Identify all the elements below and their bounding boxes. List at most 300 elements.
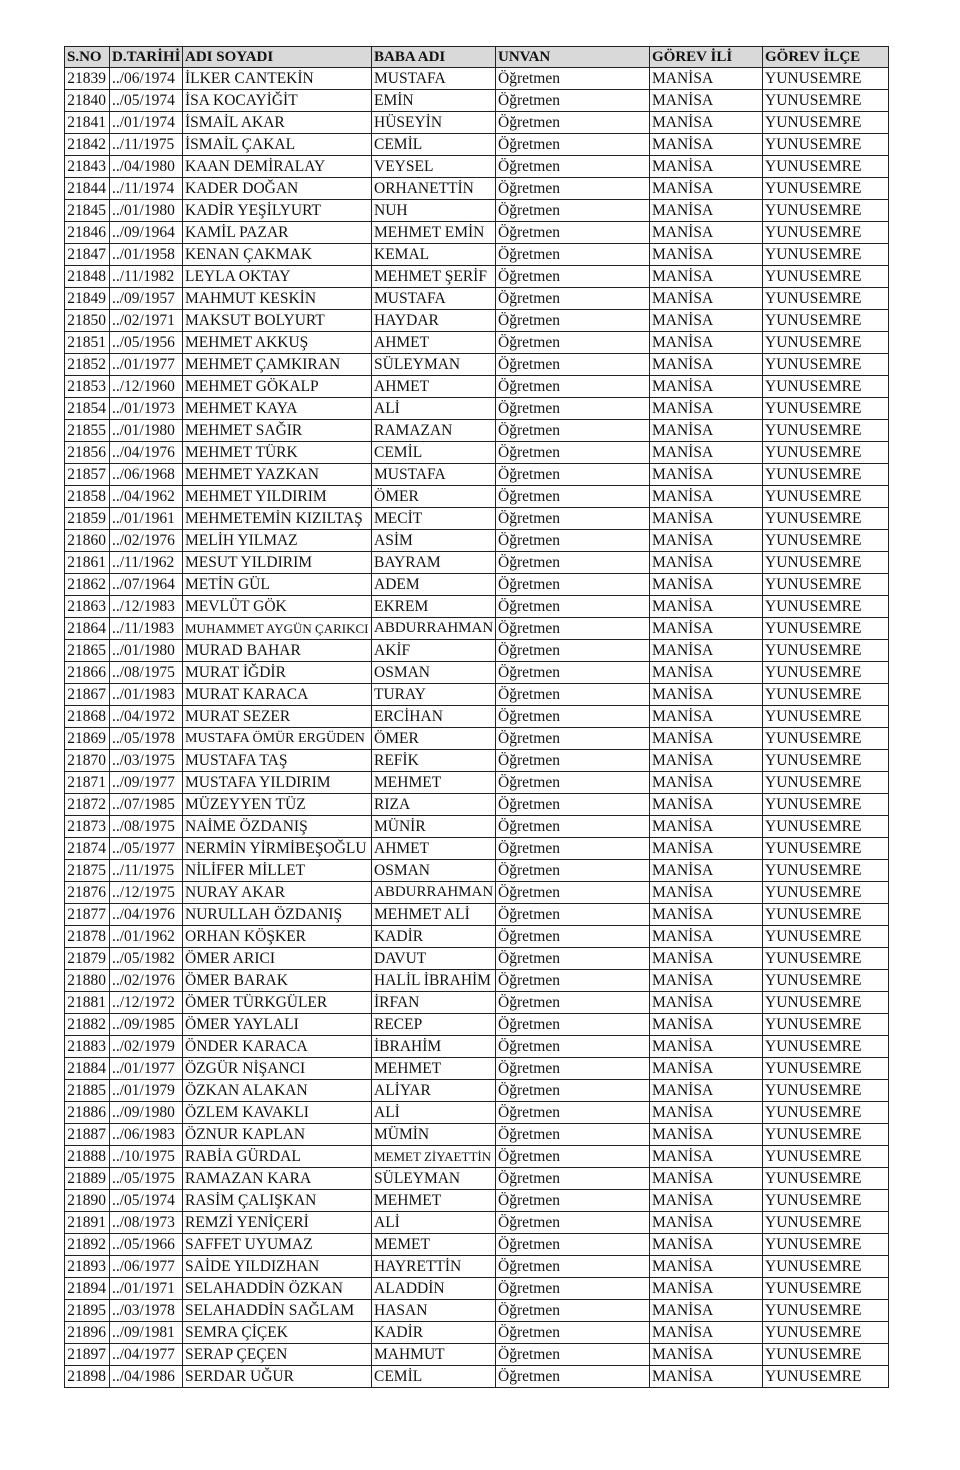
cell-father-name: ORHANETTİN	[372, 178, 496, 200]
cell-full-name: MUSTAFA ÖMÜR ERGÜDEN	[183, 728, 372, 750]
cell-father-name: ADEM	[372, 574, 496, 596]
cell-full-name: MEHMET SAĞIR	[183, 420, 372, 442]
cell-birth-date: ../01/1973	[110, 398, 183, 420]
cell-district: YUNUSEMRE	[763, 596, 889, 618]
cell-province: MANİSA	[650, 948, 763, 970]
cell-title: Öğretmen	[496, 1146, 650, 1168]
cell-title: Öğretmen	[496, 134, 650, 156]
table-row	[65, 706, 889, 728]
cell-district: YUNUSEMRE	[763, 1014, 889, 1036]
cell-province: MANİSA	[650, 684, 763, 706]
cell-father-name: HAYRETTİN	[372, 1256, 496, 1278]
table-row	[65, 200, 889, 222]
cell-birth-date: ../04/1962	[110, 486, 183, 508]
cell-father-name: MEHMET EMİN	[372, 222, 496, 244]
cell-province: MANİSA	[650, 992, 763, 1014]
cell-province: MANİSA	[650, 662, 763, 684]
cell-sno: 21841	[65, 112, 110, 134]
cell-title: Öğretmen	[496, 1278, 650, 1300]
cell-district: YUNUSEMRE	[763, 1168, 889, 1190]
cell-district: YUNUSEMRE	[763, 1190, 889, 1212]
cell-full-name: SAFFET UYUMAZ	[183, 1234, 372, 1256]
cell-birth-date: ../05/1974	[110, 1190, 183, 1212]
cell-father-name: ÖMER	[372, 486, 496, 508]
cell-title: Öğretmen	[496, 1234, 650, 1256]
cell-district: YUNUSEMRE	[763, 244, 889, 266]
cell-district: YUNUSEMRE	[763, 530, 889, 552]
cell-full-name: NURULLAH ÖZDANIŞ	[183, 904, 372, 926]
cell-province: MANİSA	[650, 486, 763, 508]
cell-title: Öğretmen	[496, 926, 650, 948]
cell-district: YUNUSEMRE	[763, 838, 889, 860]
cell-district: YUNUSEMRE	[763, 1278, 889, 1300]
cell-father-name: KADİR	[372, 926, 496, 948]
cell-title: Öğretmen	[496, 178, 650, 200]
cell-father-name: EKREM	[372, 596, 496, 618]
cell-full-name: RASİM ÇALIŞKAN	[183, 1190, 372, 1212]
cell-province: MANİSA	[650, 310, 763, 332]
cell-title: Öğretmen	[496, 816, 650, 838]
cell-sno: 21848	[65, 266, 110, 288]
cell-district: YUNUSEMRE	[763, 112, 889, 134]
cell-full-name: MEHMET KAYA	[183, 398, 372, 420]
cell-district: YUNUSEMRE	[763, 816, 889, 838]
cell-title: Öğretmen	[496, 992, 650, 1014]
cell-father-name: CEMİL	[372, 134, 496, 156]
cell-district: YUNUSEMRE	[763, 684, 889, 706]
cell-province: MANİSA	[650, 816, 763, 838]
cell-sno: 21893	[65, 1256, 110, 1278]
cell-father-name: NUH	[372, 200, 496, 222]
cell-full-name: MURAT KARACA	[183, 684, 372, 706]
cell-father-name: RECEP	[372, 1014, 496, 1036]
table-row	[65, 464, 889, 486]
cell-title: Öğretmen	[496, 1168, 650, 1190]
cell-title: Öğretmen	[496, 310, 650, 332]
table-row	[65, 1322, 889, 1344]
cell-province: MANİSA	[650, 1146, 763, 1168]
cell-full-name: MEHMET YILDIRIM	[183, 486, 372, 508]
cell-birth-date: ../01/1962	[110, 926, 183, 948]
table-row	[65, 1234, 889, 1256]
cell-province: MANİSA	[650, 530, 763, 552]
cell-full-name: ÖMER ARICI	[183, 948, 372, 970]
table-row	[65, 948, 889, 970]
cell-birth-date: ../11/1962	[110, 552, 183, 574]
cell-title: Öğretmen	[496, 266, 650, 288]
cell-birth-date: ../04/1986	[110, 1366, 183, 1388]
cell-father-name: MÜMİN	[372, 1124, 496, 1146]
cell-father-name: KEMAL	[372, 244, 496, 266]
cell-full-name: ÖZKAN ALAKAN	[183, 1080, 372, 1102]
column-header-birth-date: D.TARİHİ	[110, 47, 183, 68]
cell-province: MANİSA	[650, 178, 763, 200]
cell-district: YUNUSEMRE	[763, 904, 889, 926]
cell-full-name: SAİDE YILDIZHAN	[183, 1256, 372, 1278]
cell-district: YUNUSEMRE	[763, 486, 889, 508]
cell-birth-date: ../09/1981	[110, 1322, 183, 1344]
cell-title: Öğretmen	[496, 530, 650, 552]
cell-father-name: EMİN	[372, 90, 496, 112]
cell-full-name: KAAN DEMİRALAY	[183, 156, 372, 178]
table-row	[65, 376, 889, 398]
cell-province: MANİSA	[650, 1366, 763, 1388]
cell-district: YUNUSEMRE	[763, 90, 889, 112]
cell-full-name: RABİA GÜRDAL	[183, 1146, 372, 1168]
personnel-table	[64, 46, 889, 1388]
cell-birth-date: ../06/1977	[110, 1256, 183, 1278]
cell-full-name: KADER DOĞAN	[183, 178, 372, 200]
cell-sno: 21881	[65, 992, 110, 1014]
cell-sno: 21891	[65, 1212, 110, 1234]
cell-father-name: BAYRAM	[372, 552, 496, 574]
cell-father-name: MÜNİR	[372, 816, 496, 838]
cell-title: Öğretmen	[496, 1080, 650, 1102]
cell-full-name: MEHMET AKKUŞ	[183, 332, 372, 354]
table-row	[65, 838, 889, 860]
cell-birth-date: ../01/1979	[110, 1080, 183, 1102]
cell-full-name: MÜZEYYEN TÜZ	[183, 794, 372, 816]
cell-sno: 21864	[65, 618, 110, 640]
cell-father-name: İRFAN	[372, 992, 496, 1014]
table-row	[65, 992, 889, 1014]
cell-province: MANİSA	[650, 266, 763, 288]
cell-title: Öğretmen	[496, 420, 650, 442]
cell-district: YUNUSEMRE	[763, 332, 889, 354]
cell-father-name: ABDURRAHMAN	[372, 618, 496, 640]
table-header	[65, 47, 889, 68]
cell-father-name: MEHMET	[372, 1058, 496, 1080]
cell-province: MANİSA	[650, 882, 763, 904]
cell-birth-date: ../02/1971	[110, 310, 183, 332]
cell-full-name: MUSTAFA TAŞ	[183, 750, 372, 772]
cell-sno: 21854	[65, 398, 110, 420]
cell-sno: 21859	[65, 508, 110, 530]
cell-birth-date: ../04/1980	[110, 156, 183, 178]
cell-province: MANİSA	[650, 1124, 763, 1146]
cell-title: Öğretmen	[496, 706, 650, 728]
table-row	[65, 1146, 889, 1168]
cell-father-name: ALİ	[372, 1102, 496, 1124]
table-row	[65, 662, 889, 684]
cell-full-name: MAHMUT KESKİN	[183, 288, 372, 310]
cell-father-name: KADİR	[372, 1322, 496, 1344]
cell-sno: 21867	[65, 684, 110, 706]
cell-sno: 21868	[65, 706, 110, 728]
cell-district: YUNUSEMRE	[763, 1300, 889, 1322]
cell-father-name: MEMET ZİYAETTİN	[372, 1146, 496, 1168]
table-row	[65, 860, 889, 882]
cell-district: YUNUSEMRE	[763, 618, 889, 640]
cell-full-name: İLKER CANTEKİN	[183, 68, 372, 90]
table-row	[65, 574, 889, 596]
cell-province: MANİSA	[650, 200, 763, 222]
cell-district: YUNUSEMRE	[763, 970, 889, 992]
cell-sno: 21860	[65, 530, 110, 552]
cell-birth-date: ../01/1977	[110, 354, 183, 376]
cell-birth-date: ../01/1980	[110, 200, 183, 222]
cell-birth-date: ../04/1972	[110, 706, 183, 728]
cell-father-name: ALİYAR	[372, 1080, 496, 1102]
cell-sno: 21883	[65, 1036, 110, 1058]
cell-province: MANİSA	[650, 1014, 763, 1036]
cell-title: Öğretmen	[496, 200, 650, 222]
cell-sno: 21888	[65, 1146, 110, 1168]
cell-province: MANİSA	[650, 794, 763, 816]
table-row	[65, 1168, 889, 1190]
table-row	[65, 486, 889, 508]
cell-title: Öğretmen	[496, 442, 650, 464]
cell-father-name: AHMET	[372, 376, 496, 398]
table-row	[65, 684, 889, 706]
cell-birth-date: ../01/1971	[110, 1278, 183, 1300]
cell-father-name: HASAN	[372, 1300, 496, 1322]
cell-province: MANİSA	[650, 838, 763, 860]
cell-title: Öğretmen	[496, 508, 650, 530]
cell-birth-date: ../08/1973	[110, 1212, 183, 1234]
cell-father-name: DAVUT	[372, 948, 496, 970]
cell-title: Öğretmen	[496, 1366, 650, 1388]
cell-full-name: İSMAİL ÇAKAL	[183, 134, 372, 156]
cell-sno: 21889	[65, 1168, 110, 1190]
cell-title: Öğretmen	[496, 970, 650, 992]
cell-district: YUNUSEMRE	[763, 442, 889, 464]
table-row	[65, 772, 889, 794]
table-row	[65, 112, 889, 134]
cell-birth-date: ../02/1976	[110, 530, 183, 552]
cell-title: Öğretmen	[496, 728, 650, 750]
cell-full-name: NURAY AKAR	[183, 882, 372, 904]
cell-birth-date: ../05/1978	[110, 728, 183, 750]
cell-father-name: RIZA	[372, 794, 496, 816]
cell-birth-date: ../11/1975	[110, 860, 183, 882]
cell-full-name: REMZİ YENİÇERİ	[183, 1212, 372, 1234]
cell-province: MANİSA	[650, 376, 763, 398]
cell-district: YUNUSEMRE	[763, 552, 889, 574]
cell-title: Öğretmen	[496, 464, 650, 486]
table-row	[65, 178, 889, 200]
table-row	[65, 794, 889, 816]
table-row	[65, 816, 889, 838]
column-header-father-name: BABA ADI	[372, 47, 496, 68]
cell-birth-date: ../05/1982	[110, 948, 183, 970]
cell-full-name: MEHMET GÖKALP	[183, 376, 372, 398]
cell-birth-date: ../01/1958	[110, 244, 183, 266]
cell-province: MANİSA	[650, 1300, 763, 1322]
cell-sno: 21892	[65, 1234, 110, 1256]
cell-title: Öğretmen	[496, 90, 650, 112]
cell-birth-date: ../12/1975	[110, 882, 183, 904]
cell-full-name: ORHAN KÖŞKER	[183, 926, 372, 948]
cell-sno: 21869	[65, 728, 110, 750]
cell-birth-date: ../05/1966	[110, 1234, 183, 1256]
header-row	[65, 47, 889, 68]
cell-district: YUNUSEMRE	[763, 860, 889, 882]
cell-father-name: MEHMET ALİ	[372, 904, 496, 926]
cell-birth-date: ../03/1978	[110, 1300, 183, 1322]
table-row	[65, 970, 889, 992]
cell-sno: 21896	[65, 1322, 110, 1344]
cell-full-name: İSMAİL AKAR	[183, 112, 372, 134]
cell-father-name: CEMİL	[372, 442, 496, 464]
cell-birth-date: ../02/1976	[110, 970, 183, 992]
cell-sno: 21863	[65, 596, 110, 618]
cell-father-name: CEMİL	[372, 1366, 496, 1388]
cell-sno: 21865	[65, 640, 110, 662]
cell-province: MANİSA	[650, 508, 763, 530]
cell-province: MANİSA	[650, 860, 763, 882]
cell-father-name: SÜLEYMAN	[372, 1168, 496, 1190]
cell-father-name: ABDURRAHMAN	[372, 882, 496, 904]
cell-district: YUNUSEMRE	[763, 1366, 889, 1388]
cell-province: MANİSA	[650, 332, 763, 354]
cell-district: YUNUSEMRE	[763, 178, 889, 200]
cell-father-name: İBRAHİM	[372, 1036, 496, 1058]
cell-father-name: AHMET	[372, 838, 496, 860]
cell-title: Öğretmen	[496, 1190, 650, 1212]
cell-province: MANİSA	[650, 1278, 763, 1300]
cell-province: MANİSA	[650, 1080, 763, 1102]
cell-full-name: SELAHADDİN SAĞLAM	[183, 1300, 372, 1322]
table-row	[65, 244, 889, 266]
table-row	[65, 1124, 889, 1146]
cell-province: MANİSA	[650, 926, 763, 948]
cell-father-name: HÜSEYİN	[372, 112, 496, 134]
cell-district: YUNUSEMRE	[763, 662, 889, 684]
cell-district: YUNUSEMRE	[763, 1102, 889, 1124]
cell-district: YUNUSEMRE	[763, 882, 889, 904]
cell-title: Öğretmen	[496, 684, 650, 706]
cell-district: YUNUSEMRE	[763, 1322, 889, 1344]
cell-father-name: MECİT	[372, 508, 496, 530]
table-row	[65, 530, 889, 552]
cell-birth-date: ../01/1974	[110, 112, 183, 134]
cell-father-name: ASİM	[372, 530, 496, 552]
cell-district: YUNUSEMRE	[763, 288, 889, 310]
cell-full-name: MEHMET TÜRK	[183, 442, 372, 464]
cell-father-name: ALADDİN	[372, 1278, 496, 1300]
table-row	[65, 904, 889, 926]
cell-sno: 21894	[65, 1278, 110, 1300]
cell-title: Öğretmen	[496, 112, 650, 134]
cell-title: Öğretmen	[496, 552, 650, 574]
cell-sno: 21855	[65, 420, 110, 442]
cell-title: Öğretmen	[496, 948, 650, 970]
cell-birth-date: ../03/1975	[110, 750, 183, 772]
cell-full-name: KAMİL PAZAR	[183, 222, 372, 244]
cell-province: MANİSA	[650, 134, 763, 156]
cell-birth-date: ../05/1974	[110, 90, 183, 112]
cell-province: MANİSA	[650, 552, 763, 574]
cell-title: Öğretmen	[496, 376, 650, 398]
cell-sno: 21885	[65, 1080, 110, 1102]
table-row	[65, 90, 889, 112]
table-row	[65, 1212, 889, 1234]
cell-birth-date: ../09/1964	[110, 222, 183, 244]
cell-birth-date: ../07/1964	[110, 574, 183, 596]
cell-title: Öğretmen	[496, 640, 650, 662]
cell-full-name: MURAT SEZER	[183, 706, 372, 728]
cell-full-name: MUSTAFA YILDIRIM	[183, 772, 372, 794]
table-row	[65, 728, 889, 750]
cell-province: MANİSA	[650, 112, 763, 134]
cell-sno: 21840	[65, 90, 110, 112]
cell-district: YUNUSEMRE	[763, 1080, 889, 1102]
cell-province: MANİSA	[650, 90, 763, 112]
cell-province: MANİSA	[650, 1256, 763, 1278]
cell-province: MANİSA	[650, 1322, 763, 1344]
cell-sno: 21851	[65, 332, 110, 354]
cell-full-name: MEHMET YAZKAN	[183, 464, 372, 486]
cell-sno: 21879	[65, 948, 110, 970]
table-row	[65, 1256, 889, 1278]
cell-title: Öğretmen	[496, 618, 650, 640]
table-row	[65, 442, 889, 464]
cell-title: Öğretmen	[496, 1102, 650, 1124]
cell-province: MANİSA	[650, 904, 763, 926]
cell-district: YUNUSEMRE	[763, 398, 889, 420]
cell-district: YUNUSEMRE	[763, 1058, 889, 1080]
table-row	[65, 68, 889, 90]
cell-birth-date: ../05/1977	[110, 838, 183, 860]
cell-province: MANİSA	[650, 1036, 763, 1058]
cell-sno: 21877	[65, 904, 110, 926]
cell-full-name: KENAN ÇAKMAK	[183, 244, 372, 266]
cell-full-name: ÖZLEM KAVAKLI	[183, 1102, 372, 1124]
cell-full-name: NERMİN YİRMİBEŞOĞLU	[183, 838, 372, 860]
cell-birth-date: ../11/1982	[110, 266, 183, 288]
cell-birth-date: ../06/1968	[110, 464, 183, 486]
cell-district: YUNUSEMRE	[763, 266, 889, 288]
cell-full-name: RAMAZAN KARA	[183, 1168, 372, 1190]
cell-district: YUNUSEMRE	[763, 794, 889, 816]
table-row	[65, 332, 889, 354]
cell-sno: 21874	[65, 838, 110, 860]
cell-birth-date: ../09/1985	[110, 1014, 183, 1036]
cell-sno: 21862	[65, 574, 110, 596]
table-row	[65, 1300, 889, 1322]
cell-sno: 21846	[65, 222, 110, 244]
cell-full-name: SELAHADDİN ÖZKAN	[183, 1278, 372, 1300]
cell-birth-date: ../01/1961	[110, 508, 183, 530]
cell-sno: 21842	[65, 134, 110, 156]
cell-father-name: VEYSEL	[372, 156, 496, 178]
table-row	[65, 354, 889, 376]
cell-birth-date: ../11/1983	[110, 618, 183, 640]
cell-province: MANİSA	[650, 1102, 763, 1124]
cell-sno: 21873	[65, 816, 110, 838]
cell-birth-date: ../08/1975	[110, 816, 183, 838]
cell-father-name: TURAY	[372, 684, 496, 706]
table-row	[65, 1278, 889, 1300]
table-row	[65, 750, 889, 772]
cell-sno: 21839	[65, 68, 110, 90]
cell-title: Öğretmen	[496, 156, 650, 178]
cell-sno: 21870	[65, 750, 110, 772]
table-row	[65, 508, 889, 530]
cell-birth-date: ../09/1977	[110, 772, 183, 794]
table-row	[65, 288, 889, 310]
cell-full-name: ÖMER BARAK	[183, 970, 372, 992]
cell-full-name: ÖNDER KARACA	[183, 1036, 372, 1058]
column-header-sno: S.NO	[65, 47, 110, 68]
cell-title: Öğretmen	[496, 882, 650, 904]
cell-father-name: MUSTAFA	[372, 464, 496, 486]
cell-district: YUNUSEMRE	[763, 1212, 889, 1234]
cell-province: MANİSA	[650, 68, 763, 90]
cell-district: YUNUSEMRE	[763, 992, 889, 1014]
cell-title: Öğretmen	[496, 398, 650, 420]
